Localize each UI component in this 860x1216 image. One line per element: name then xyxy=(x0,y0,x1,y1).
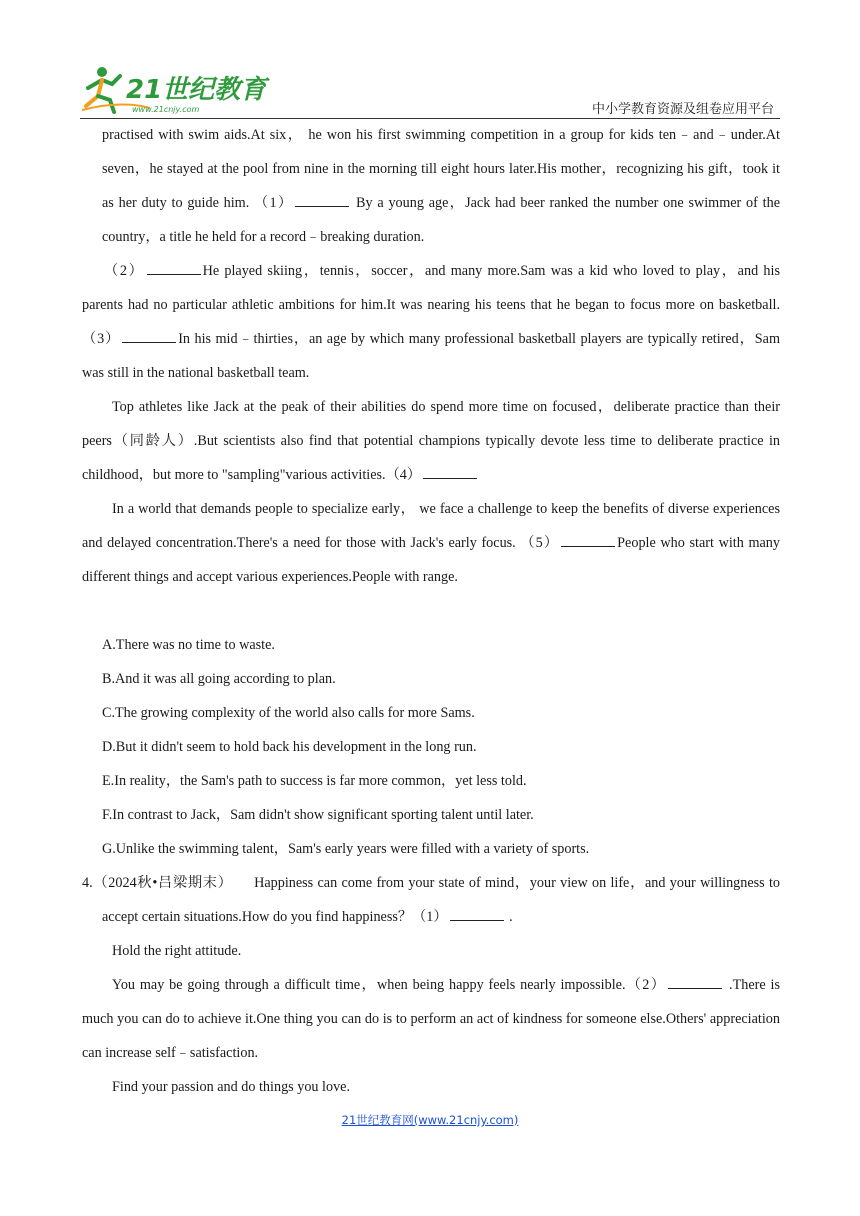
platform-name: 中小学教育资源及组卷应用平台 xyxy=(591,102,774,117)
answer-blank-4[interactable] xyxy=(423,464,477,479)
option-d: D.But it didn't seem to hold back his development in the long run. xyxy=(102,739,477,755)
answer-blank-3[interactable] xyxy=(122,328,176,343)
answer-blank-q4-2[interactable] xyxy=(668,974,722,989)
answer-blank-q4-1[interactable] xyxy=(450,906,504,921)
option-e: E.In reality，the Sam's path to success is far more common，yet less told. xyxy=(102,773,527,789)
page-header xyxy=(80,62,780,120)
option-a: A.There was no time to waste. xyxy=(102,637,275,653)
option-f: F.In contrast to Jack，Sam didn't show significant sporting talent until later. xyxy=(102,807,534,823)
svg-text:www.21cnjy.com: www.21cnjy.com xyxy=(132,105,200,114)
question-4-paragraph-1: You may be going through a difficult time，when being happy feels nearly impossible.（2） .There is much you can do to achieve it.One thing you can do is to perform an act of kindness for someone else.Others' appreciation can increase self﹣satisfaction. xyxy=(82,968,780,1070)
question-source: （2024秋•吕梁期末） xyxy=(92,875,233,891)
runner-logo-icon xyxy=(80,62,270,118)
options-list xyxy=(82,628,780,866)
answer-blank-1[interactable] xyxy=(295,192,349,207)
document-body xyxy=(82,118,780,1104)
option-c: C.The growing complexity of the world also calls for more Sams. xyxy=(102,705,475,721)
option-b: B.And it was all going according to plan. xyxy=(102,671,336,687)
question-4-intro: 4.（2024秋•吕梁期末） Happiness can come from your state of mind，your view on life，and your willingness to accept certain situations.How do you find happiness？（1） . xyxy=(82,875,781,925)
question-4-heading-1: Hold the right attitude. xyxy=(112,943,242,959)
question-4-heading-2: Find your passion and do things you love. xyxy=(112,1079,351,1095)
answer-blank-5[interactable] xyxy=(561,532,615,547)
site-logo xyxy=(80,62,270,118)
spacer xyxy=(82,594,780,628)
passage-paragraph-1: practised with swim aids.At six， he won his first swimming competition in a group for kids ten﹣and﹣under.At seven，he stayed at the pool from nine in the morning till eight hours later.His mother，recognizing his gift，took it as her duty to guide him. （1） By a young age，Jack had beer ranked the number one swimmer of the country，a title he held for a record﹣breaking duration. xyxy=(102,127,780,245)
option-g: G.Unlike the swimming talent，Sam's early years were filled with a variety of sports. xyxy=(102,841,590,857)
passage-paragraph-4: In a world that demands people to specialize early， we face a challenge to keep the benefits of diverse experiences and delayed concentration.There's a need for those with Jack's early focus. （5） People who start with many different things and accept various experiences.People with range. xyxy=(82,501,780,585)
page-footer xyxy=(0,1112,860,1128)
svg-text:21世纪教育: 21世纪教育 xyxy=(126,75,267,105)
footer-link[interactable]: 21世纪教育网(www.21cnjy.com) xyxy=(341,1113,519,1127)
question-number: 4. xyxy=(82,875,93,891)
passage-paragraph-2: （2） He played skiing，tennis，soccer，and many more.Sam was a kid who loved to play，and his parents had no particular athletic ambitions for him.It was nearing his teens that he began to focus more on basketball. （3） In his mid﹣thirties，an age by which many professional basketball players are typically retired，Sam was still in the national basketball team. xyxy=(82,254,780,390)
passage-paragraph-3: Top athletes like Jack at the peak of their abilities do spend more time on focused，deliberate practice than their peers（同龄人）.But scientists also find that potential champions typically devote less time to deliberate practice in childhood，but more to "sampling"various activities.（4） xyxy=(82,399,780,483)
answer-blank-2[interactable] xyxy=(147,260,201,275)
